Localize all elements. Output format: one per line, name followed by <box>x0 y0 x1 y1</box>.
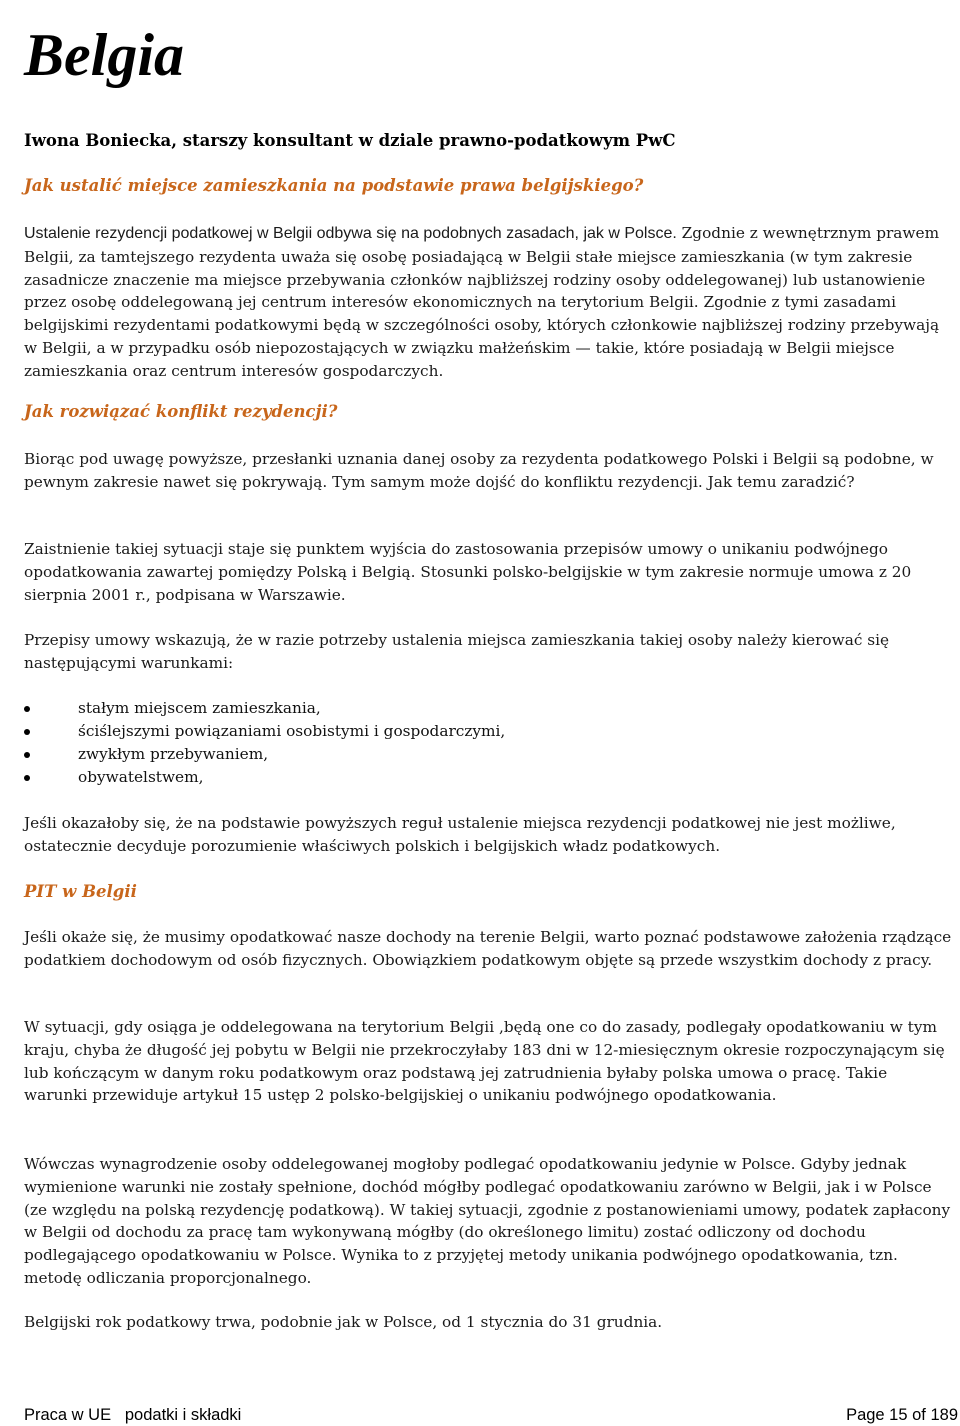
author-line: Iwona Boniecka, starszy konsultant w dziale prawno-podatkowym PwC <box>24 131 676 150</box>
paragraph: Zaistnienie takiej sytuacji staje się punktem wyjścia do zastosowania przepisów umowy o unikaniu podwójnego opodatkowania zawartej pomiędzy Polską i Belgią. Stosunki polsko-belgijskie w tym zakresie normuje umowa z 20 sierpnia 2001 r., podpisana w Warszawie. <box>24 540 912 604</box>
bullet-icon <box>24 706 30 712</box>
paragraph: W sytuacji, gdy osiąga je oddelegowana na terytorium Belgii ,będą one co do zasady, podlegały opodatkowaniu w tym kraju, chyba że długość jej pobytu w Belgii nie przekroczyłaby 183 dni w 12-miesięcznym okresie rozpoczynającym się lub kończącym w danym roku podatkowym oraz podstawą jej zatrudnienia byłaby polska umowa o pracę. Takie warunki przewiduje artykuł 15 ustęp 2 polsko-belgijskiej o unikaniu podwójnego opodatkowania. <box>24 1018 945 1105</box>
paragraph <box>24 222 952 383</box>
bullet-icon <box>24 729 30 735</box>
section-heading-conflict: Jak rozwiązać konflikt rezydencji? <box>24 402 338 421</box>
page-title: Belgia <box>24 22 184 88</box>
page-footer <box>24 1404 958 1426</box>
list-item: obywatelstwem, <box>24 766 924 789</box>
list-item: ściślejszymi powiązaniami osobistymi i gospodarczymi, <box>24 720 924 743</box>
paragraph-lead: Ustalenie rezydencji podatkowej w Belgii odbywa się na podobnych zasadach, jak w Polsce. <box>24 225 677 242</box>
paragraph: Przepisy umowy wskazują, że w razie potrzeby ustalenia miejsca zamieszkania takiej osoby należy kierować się następującymi warunkami: <box>24 631 890 672</box>
paragraph: Belgijski rok podatkowy trwa, podobnie jak w Polsce, od 1 stycznia do 31 grudnia. <box>24 1313 663 1331</box>
bullet-icon <box>24 752 30 758</box>
conditions-list <box>24 697 924 789</box>
paragraph: Jeśli okazałoby się, że na podstawie powyższych reguł ustalenie miejsca rezydencji podatkowej nie jest możliwe, ostatecznie decyduje porozumienie właściwych polskich i belgijskich władz podatkowych. <box>24 814 896 855</box>
section-heading-residence: Jak ustalić miejsce zamieszkania na podstawie prawa belgijskiego? <box>24 176 644 195</box>
paragraph-rest: Zgodnie z wewnętrznym prawem Belgii, za tamtejszego rezydenta uważa się osobę posiadającą w Belgii stałe miejsce zamieszkania (w tym zakresie zasadnicze znaczenie ma miejsce przebywania członków najbliższej rodziny osoby oddelegowanej) lub ustanowienie przez osobę oddelegowaną jej centrum interesów ekonomicznych na terytorium Belgii. Zgodnie z tymi zasadami belgijskimi rezydentami podatkowymi będą w szczególności osoby, których członkowie najbliższej rodziny przebywają w Belgii, a w przypadku osób niepozostających w związku małżeńskim — takie, które posiadają w Belgii miejsce zamieszkania oraz centrum interesów gospodarczych. <box>24 224 940 380</box>
list-item: zwykłym przebywaniem, <box>24 743 924 766</box>
list-item: stałym miejscem zamieszkania, <box>24 697 924 720</box>
paragraph: Jeśli okaże się, że musimy opodatkować nasze dochody na terenie Belgii, warto poznać podstawowe założenia rządzące podatkiem dochodowym od osób fizycznych. Obowiązkiem podatkowym objęte są przede wszystkim dochody z pracy. <box>24 928 952 969</box>
footer-document-title: Praca w UE podatki i składki <box>24 1406 242 1424</box>
paragraph: Wówczas wynagrodzenie osoby oddelegowanej mogłoby podlegać opodatkowaniu jedynie w Polsce. Gdyby jednak wymienione warunki nie zostały spełnione, dochód mógłby podlegać opodatkowaniu zarówno w Belgii, jak i w Polsce (ze względu na polską rezydencję podatkową). W takiej sytuacji, zgodnie z postanowieniami umowy, podatek zapłacony w Belgii od dochodu za pracę tam wykonywaną mógłby (do określonego limitu) zostać odliczony od dochodu podlegającego opodatkowaniu w Polsce. Wynika to z przyjętej metody unikania podwójnego opodatkowania, tzn. metodę odliczania proporcjonalnego. <box>24 1155 951 1287</box>
paragraph: Biorąc pod uwagę powyższe, przesłanki uznania danej osoby za rezydenta podatkowego Polski i Belgii są podobne, w pewnym zakresie nawet się pokrywają. Tym samym może dojść do konfliktu rezydencji. Jak temu zaradzić? <box>24 450 934 491</box>
bullet-icon <box>24 775 30 781</box>
section-heading-pit: PIT w Belgii <box>24 882 137 901</box>
page-number: Page 15 of 189 <box>846 1406 958 1424</box>
